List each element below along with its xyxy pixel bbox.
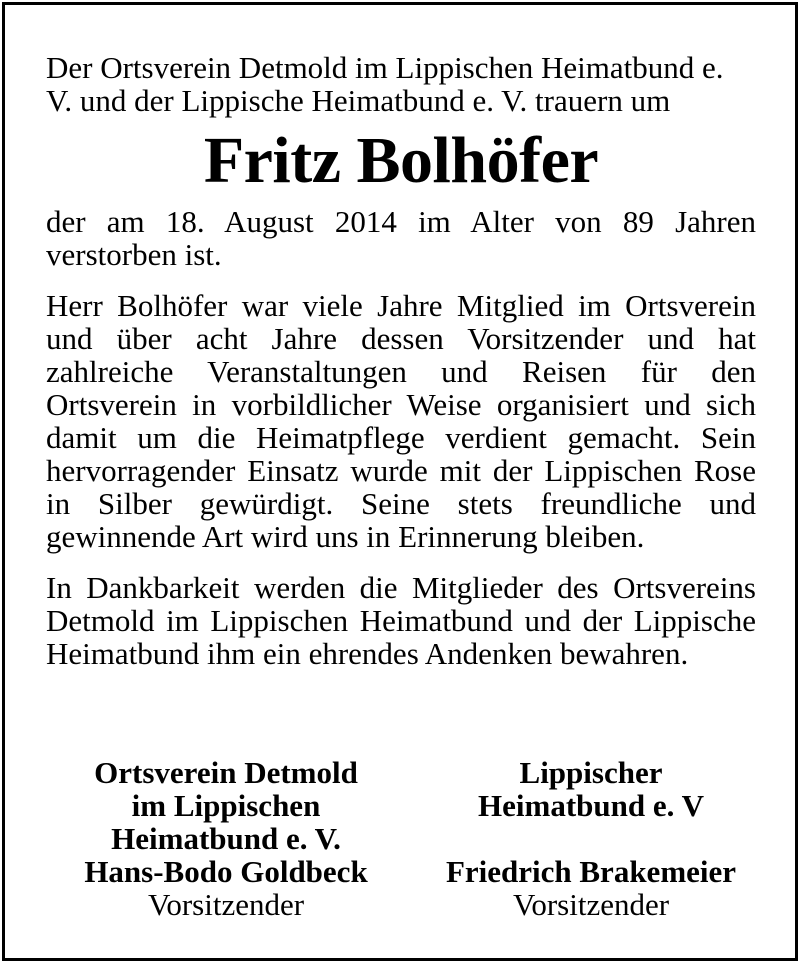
intro-text: Der Ortsverein Detmold im Lippischen Heimatbund e. V. und der Lippische Heimatbund e. V. trauern um: [46, 50, 724, 118]
signature-right-organization: [478, 756, 704, 855]
signature-left-org-line: Heimatbund e. V.: [111, 821, 341, 856]
signature-right-org-line: Lippischer: [519, 755, 663, 790]
notice-body: [46, 51, 756, 670]
signature-left-org-line: Ortsverein Detmold: [94, 755, 358, 790]
death-paragraph: der am 18. August 2014 im Alter von 89 Jahren verstorben ist.: [46, 204, 756, 272]
signature-left-person: Hans-Bodo Goldbeck: [84, 854, 368, 889]
signature-left: [46, 756, 406, 921]
signature-left-role: Vorsitzender: [147, 887, 305, 922]
deceased-name: Fritz Bolhöfer: [203, 124, 599, 197]
signature-left-org-line: im Lippischen: [131, 788, 321, 823]
signature-right: [426, 756, 756, 921]
thanks-paragraph: In Dankbarkeit werden die Mitglieder des Ortsvereins Detmold im Lippischen Heimatbund und der Lippische Heimatbund ihm ein ehrendes Andenken bewahren.: [46, 570, 756, 671]
signature-left-organization: [94, 756, 358, 855]
biography-paragraph: Herr Bolhöfer war viele Jahre Mitglied im Ortsverein und über acht Jahre dessen Vorsitzender und hat zahlreiche Veranstaltungen und Reisen für den Ortsverein in vorbildlicher Weise organisiert und sich damit um die Heimatpflege verdient gemacht. Sein hervorragender Einsatz wurde mit der Lippischen Rose in Silber gewürdigt. Seine stets freundliche und gewinnende Art wird uns in Erinnerung bleiben.: [46, 288, 756, 554]
signature-right-org-line: Heimatbund e. V: [478, 788, 704, 823]
signature-right-role: Vorsitzender: [512, 887, 670, 922]
signature-block: [46, 756, 756, 921]
signature-right-person: Friedrich Brakemeier: [445, 854, 737, 889]
